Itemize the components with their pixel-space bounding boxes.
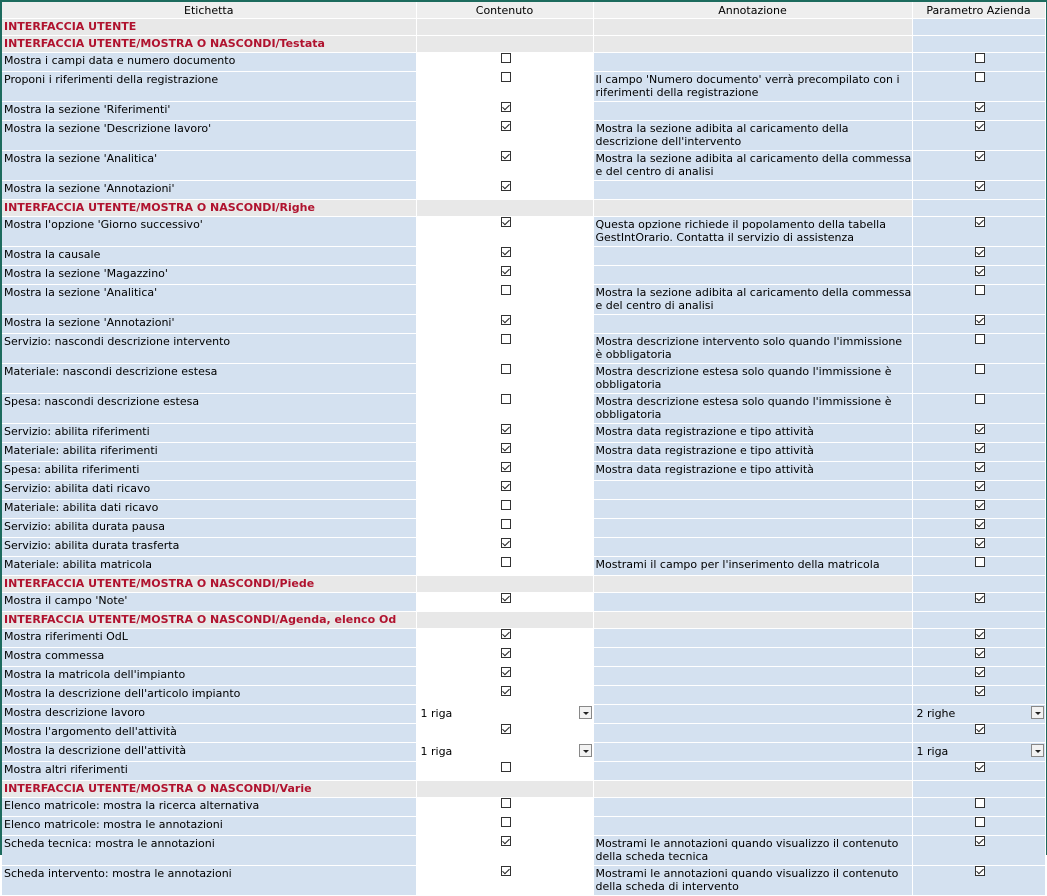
- setting-content-cell: [416, 334, 593, 364]
- checked-company-checkbox[interactable]: [975, 181, 985, 191]
- setting-label: Mostra la descrizione dell'articolo impianto: [2, 686, 416, 705]
- checked-company-checkbox[interactable]: [975, 481, 985, 491]
- setting-label: Materiale: abilita matricola: [2, 557, 416, 576]
- setting-label: Spesa: abilita riferimenti: [2, 462, 416, 481]
- setting-content-cell: [416, 743, 593, 762]
- setting-row: [2, 500, 1045, 519]
- checked-company-checkbox[interactable]: [975, 315, 985, 325]
- setting-label: Mostra la sezione 'Descrizione lavoro': [2, 121, 416, 151]
- setting-row: [2, 53, 1045, 72]
- setting-company-cell: [912, 217, 1045, 247]
- checked-content-checkbox[interactable]: [501, 266, 511, 276]
- setting-company-cell: [912, 315, 1045, 334]
- setting-row: [2, 705, 1045, 724]
- setting-content-cell: [416, 762, 593, 781]
- setting-row: [2, 462, 1045, 481]
- setting-annotation: [593, 500, 912, 519]
- setting-company-cell: [912, 181, 1045, 200]
- section-title: INTERFACCIA UTENTE/MOSTRA O NASCONDI/Testata: [2, 36, 416, 53]
- setting-content-cell: [416, 667, 593, 686]
- unchecked-content-checkbox[interactable]: [501, 519, 511, 529]
- checked-content-checkbox[interactable]: [501, 102, 511, 112]
- setting-content-cell: [416, 686, 593, 705]
- setting-content-cell: [416, 519, 593, 538]
- dropdown-arrow-icon[interactable]: [1031, 706, 1044, 719]
- setting-company-cell: [912, 364, 1045, 394]
- setting-row: [2, 285, 1045, 315]
- checked-content-checkbox[interactable]: [501, 866, 511, 876]
- setting-company-cell: [912, 121, 1045, 151]
- setting-annotation: Questa opzione richiede il popolamento della tabella GestIntOrario. Contatta il servizio di assistenza: [593, 217, 912, 247]
- checked-content-checkbox[interactable]: [501, 648, 511, 658]
- setting-label: Mostra la causale: [2, 247, 416, 266]
- company-select[interactable]: [915, 744, 1045, 759]
- unchecked-company-checkbox[interactable]: [975, 817, 985, 827]
- section-annotation-cell: [593, 612, 912, 629]
- setting-row: [2, 481, 1045, 500]
- section-annotation-cell: [593, 19, 912, 36]
- setting-label: Proponi i riferimenti della registrazione: [2, 72, 416, 102]
- company-select[interactable]: [915, 706, 1045, 721]
- setting-content-cell: [416, 315, 593, 334]
- setting-company-cell: [912, 481, 1045, 500]
- setting-row: [2, 102, 1045, 121]
- setting-row: [2, 247, 1045, 266]
- setting-label: Mostra l'argomento dell'attività: [2, 724, 416, 743]
- setting-annotation: [593, 181, 912, 200]
- section-title: INTERFACCIA UTENTE/MOSTRA O NASCONDI/Agenda, elenco Od: [2, 612, 416, 629]
- setting-row: [2, 817, 1045, 836]
- setting-annotation: Mostrami le annotazioni quando visualizzo il contenuto della scheda di intervento: [593, 866, 912, 896]
- unchecked-company-checkbox[interactable]: [975, 53, 985, 63]
- checked-company-checkbox[interactable]: [975, 667, 985, 677]
- setting-company-cell: [912, 462, 1045, 481]
- setting-company-cell: [912, 519, 1045, 538]
- checked-content-checkbox[interactable]: [501, 424, 511, 434]
- setting-row: [2, 648, 1045, 667]
- unchecked-company-checkbox[interactable]: [975, 364, 985, 374]
- setting-label: Mostra i campi data e numero documento: [2, 53, 416, 72]
- checked-company-checkbox[interactable]: [975, 121, 985, 131]
- settings-table: [2, 2, 1046, 896]
- dropdown-arrow-icon[interactable]: [579, 744, 592, 757]
- checked-company-checkbox[interactable]: [975, 836, 985, 846]
- content-select[interactable]: [419, 744, 593, 759]
- setting-company-cell: [912, 102, 1045, 121]
- setting-label: Servizio: abilita durata pausa: [2, 519, 416, 538]
- setting-annotation: [593, 667, 912, 686]
- setting-label: Mostra altri riferimenti: [2, 762, 416, 781]
- setting-row: [2, 266, 1045, 285]
- setting-annotation: Mostra la sezione adibita al caricamento della commessa e del centro di analisi: [593, 285, 912, 315]
- setting-content-cell: [416, 481, 593, 500]
- setting-row: [2, 743, 1045, 762]
- setting-label: Elenco matricole: mostra le annotazioni: [2, 817, 416, 836]
- setting-company-cell: [912, 424, 1045, 443]
- setting-label: Mostra il campo 'Note': [2, 593, 416, 612]
- setting-company-cell: [912, 866, 1045, 896]
- section-row: [2, 612, 1045, 629]
- setting-company-cell: [912, 266, 1045, 285]
- company-select-value: 1 riga: [916, 745, 949, 758]
- setting-label: Mostra la sezione 'Annotazioni': [2, 315, 416, 334]
- setting-label: Scheda intervento: mostra le annotazioni: [2, 866, 416, 896]
- dropdown-arrow-icon[interactable]: [1031, 744, 1044, 757]
- setting-content-cell: [416, 217, 593, 247]
- setting-row: [2, 686, 1045, 705]
- checked-content-checkbox[interactable]: [501, 481, 511, 491]
- header-annotazione[interactable]: Annotazione: [593, 2, 912, 19]
- setting-row: [2, 593, 1045, 612]
- section-row: [2, 200, 1045, 217]
- setting-annotation: [593, 817, 912, 836]
- setting-annotation: [593, 724, 912, 743]
- setting-annotation: [593, 538, 912, 557]
- unchecked-company-checkbox[interactable]: [975, 285, 985, 295]
- setting-content-cell: [416, 181, 593, 200]
- checked-company-checkbox[interactable]: [975, 866, 985, 876]
- setting-row: [2, 798, 1045, 817]
- checked-content-checkbox[interactable]: [501, 538, 511, 548]
- setting-annotation: [593, 315, 912, 334]
- setting-label: Mostra la sezione 'Analitica': [2, 285, 416, 315]
- setting-content-cell: [416, 866, 593, 896]
- setting-row: [2, 724, 1045, 743]
- setting-company-cell: [912, 557, 1045, 576]
- setting-company-cell: [912, 285, 1045, 315]
- checked-content-checkbox[interactable]: [501, 629, 511, 639]
- setting-label: Elenco matricole: mostra la ricerca alternativa: [2, 798, 416, 817]
- unchecked-company-checkbox[interactable]: [975, 334, 985, 344]
- setting-label: Servizio: nascondi descrizione intervento: [2, 334, 416, 364]
- setting-content-cell: [416, 266, 593, 285]
- setting-annotation: Mostra descrizione estesa solo quando l'immissione è obbligatoria: [593, 394, 912, 424]
- setting-label: Materiale: abilita dati ricavo: [2, 500, 416, 519]
- setting-company-cell: [912, 724, 1045, 743]
- checked-company-checkbox[interactable]: [975, 724, 985, 734]
- setting-row: [2, 151, 1045, 181]
- setting-content-cell: [416, 705, 593, 724]
- setting-content-cell: [416, 285, 593, 315]
- section-content-cell: [416, 200, 593, 217]
- checked-company-checkbox[interactable]: [975, 102, 985, 112]
- setting-row: [2, 443, 1045, 462]
- checked-company-checkbox[interactable]: [975, 443, 985, 453]
- setting-annotation: Mostrami le annotazioni quando visualizzo il contenuto della scheda tecnica: [593, 836, 912, 866]
- section-company-cell: [912, 19, 1045, 36]
- setting-row: [2, 538, 1045, 557]
- setting-label: Servizio: abilita riferimenti: [2, 424, 416, 443]
- unchecked-content-checkbox[interactable]: [501, 817, 511, 827]
- setting-company-cell: [912, 817, 1045, 836]
- setting-company-cell: [912, 394, 1045, 424]
- unchecked-content-checkbox[interactable]: [501, 762, 511, 772]
- setting-content-cell: [416, 648, 593, 667]
- setting-company-cell: [912, 629, 1045, 648]
- setting-row: [2, 334, 1045, 364]
- setting-company-cell: [912, 762, 1045, 781]
- setting-annotation: Mostra descrizione estesa solo quando l'immissione è obbligatoria: [593, 364, 912, 394]
- setting-annotation: [593, 686, 912, 705]
- setting-annotation: [593, 481, 912, 500]
- section-row: [2, 781, 1045, 798]
- setting-content-cell: [416, 53, 593, 72]
- section-title: INTERFACCIA UTENTE/MOSTRA O NASCONDI/Righe: [2, 200, 416, 217]
- unchecked-company-checkbox[interactable]: [975, 798, 985, 808]
- setting-label: Servizio: abilita dati ricavo: [2, 481, 416, 500]
- setting-label: Mostra l'opzione 'Giorno successivo': [2, 217, 416, 247]
- setting-annotation: [593, 247, 912, 266]
- setting-row: [2, 866, 1045, 896]
- checked-content-checkbox[interactable]: [501, 462, 511, 472]
- setting-company-cell: [912, 53, 1045, 72]
- setting-label: Scheda tecnica: mostra le annotazioni: [2, 836, 416, 866]
- setting-row: [2, 424, 1045, 443]
- setting-content-cell: [416, 72, 593, 102]
- section-company-cell: [912, 781, 1045, 798]
- setting-annotation: [593, 762, 912, 781]
- setting-content-cell: [416, 798, 593, 817]
- setting-label: Mostra la sezione 'Riferimenti': [2, 102, 416, 121]
- content-select[interactable]: [419, 706, 593, 721]
- setting-company-cell: [912, 705, 1045, 724]
- setting-company-cell: [912, 72, 1045, 102]
- setting-annotation: [593, 102, 912, 121]
- header-etichetta[interactable]: Etichetta: [2, 2, 416, 19]
- setting-content-cell: [416, 817, 593, 836]
- unchecked-company-checkbox[interactable]: [975, 557, 985, 567]
- setting-annotation: [593, 519, 912, 538]
- company-select-value: 2 righe: [916, 707, 956, 720]
- setting-company-cell: [912, 334, 1045, 364]
- setting-content-cell: [416, 500, 593, 519]
- setting-annotation: [593, 53, 912, 72]
- checked-content-checkbox[interactable]: [501, 686, 511, 696]
- section-company-cell: [912, 36, 1045, 53]
- checked-company-checkbox[interactable]: [975, 538, 985, 548]
- setting-label: Mostra la sezione 'Magazzino': [2, 266, 416, 285]
- checked-content-checkbox[interactable]: [501, 217, 511, 227]
- setting-label: Materiale: abilita riferimenti: [2, 443, 416, 462]
- unchecked-content-checkbox[interactable]: [501, 334, 511, 344]
- setting-company-cell: [912, 443, 1045, 462]
- section-content-cell: [416, 36, 593, 53]
- setting-company-cell: [912, 247, 1045, 266]
- checked-content-checkbox[interactable]: [501, 443, 511, 453]
- setting-annotation: Mostra descrizione intervento solo quando l'immissione è obbligatoria: [593, 334, 912, 364]
- setting-row: [2, 762, 1045, 781]
- checked-content-checkbox[interactable]: [501, 247, 511, 257]
- setting-content-cell: [416, 462, 593, 481]
- checked-company-checkbox[interactable]: [975, 500, 985, 510]
- setting-company-cell: [912, 648, 1045, 667]
- setting-content-cell: [416, 836, 593, 866]
- setting-company-cell: [912, 836, 1045, 866]
- section-content-cell: [416, 576, 593, 593]
- checked-company-checkbox[interactable]: [975, 519, 985, 529]
- content-select-value: 1 riga: [420, 745, 453, 758]
- checked-company-checkbox[interactable]: [975, 593, 985, 603]
- setting-company-cell: [912, 500, 1045, 519]
- section-row: [2, 36, 1045, 53]
- setting-content-cell: [416, 394, 593, 424]
- section-company-cell: [912, 612, 1045, 629]
- setting-row: [2, 364, 1045, 394]
- unchecked-content-checkbox[interactable]: [501, 72, 511, 82]
- checked-content-checkbox[interactable]: [501, 724, 511, 734]
- setting-label: Mostra la sezione 'Annotazioni': [2, 181, 416, 200]
- setting-content-cell: [416, 424, 593, 443]
- setting-row: [2, 519, 1045, 538]
- setting-row: [2, 629, 1045, 648]
- setting-row: [2, 217, 1045, 247]
- unchecked-content-checkbox[interactable]: [501, 394, 511, 404]
- setting-row: [2, 394, 1045, 424]
- checked-company-checkbox[interactable]: [975, 217, 985, 227]
- unchecked-company-checkbox[interactable]: [975, 72, 985, 82]
- setting-annotation: [593, 648, 912, 667]
- unchecked-content-checkbox[interactable]: [501, 557, 511, 567]
- setting-content-cell: [416, 151, 593, 181]
- section-annotation-cell: [593, 36, 912, 53]
- section-title: INTERFACCIA UTENTE: [2, 19, 416, 36]
- checked-content-checkbox[interactable]: [501, 151, 511, 161]
- setting-content-cell: [416, 629, 593, 648]
- section-row: [2, 576, 1045, 593]
- setting-content-cell: [416, 102, 593, 121]
- section-content-cell: [416, 19, 593, 36]
- setting-company-cell: [912, 798, 1045, 817]
- setting-annotation: [593, 266, 912, 285]
- setting-content-cell: [416, 724, 593, 743]
- section-content-cell: [416, 612, 593, 629]
- content-select-value: 1 riga: [420, 707, 453, 720]
- setting-label: Mostra descrizione lavoro: [2, 705, 416, 724]
- setting-row: [2, 315, 1045, 334]
- setting-row: [2, 121, 1045, 151]
- setting-annotation: [593, 743, 912, 762]
- setting-annotation: Mostra data registrazione e tipo attività: [593, 424, 912, 443]
- setting-label: Mostra la sezione 'Analitica': [2, 151, 416, 181]
- unchecked-company-checkbox[interactable]: [975, 394, 985, 404]
- header-row: [2, 2, 1045, 19]
- unchecked-content-checkbox[interactable]: [501, 364, 511, 374]
- setting-content-cell: [416, 557, 593, 576]
- checked-company-checkbox[interactable]: [975, 648, 985, 658]
- setting-content-cell: [416, 593, 593, 612]
- setting-content-cell: [416, 121, 593, 151]
- setting-annotation: Mostra data registrazione e tipo attività: [593, 443, 912, 462]
- unchecked-content-checkbox[interactable]: [501, 53, 511, 63]
- setting-company-cell: [912, 538, 1045, 557]
- checked-company-checkbox[interactable]: [975, 629, 985, 639]
- setting-content-cell: [416, 538, 593, 557]
- checked-company-checkbox[interactable]: [975, 424, 985, 434]
- section-row: [2, 19, 1045, 36]
- header-contenuto[interactable]: Contenuto: [416, 2, 593, 19]
- checked-content-checkbox[interactable]: [501, 836, 511, 846]
- checked-content-checkbox[interactable]: [501, 121, 511, 131]
- checked-company-checkbox[interactable]: [975, 762, 985, 772]
- setting-annotation: Il campo 'Numero documento' verrà precompilato con i riferimenti della registrazione: [593, 72, 912, 102]
- checked-content-checkbox[interactable]: [501, 181, 511, 191]
- section-company-cell: [912, 200, 1045, 217]
- setting-annotation: [593, 629, 912, 648]
- setting-annotation: [593, 798, 912, 817]
- checked-company-checkbox[interactable]: [975, 686, 985, 696]
- checked-company-checkbox[interactable]: [975, 266, 985, 276]
- checked-content-checkbox[interactable]: [501, 593, 511, 603]
- checked-company-checkbox[interactable]: [975, 151, 985, 161]
- setting-label: Mostra commessa: [2, 648, 416, 667]
- section-company-cell: [912, 576, 1045, 593]
- checked-company-checkbox[interactable]: [975, 247, 985, 257]
- setting-label: Spesa: nascondi descrizione estesa: [2, 394, 416, 424]
- setting-label: Mostra la descrizione dell'attività: [2, 743, 416, 762]
- unchecked-content-checkbox[interactable]: [501, 500, 511, 510]
- section-annotation-cell: [593, 781, 912, 798]
- checked-content-checkbox[interactable]: [501, 667, 511, 677]
- setting-row: [2, 72, 1045, 102]
- setting-company-cell: [912, 151, 1045, 181]
- setting-content-cell: [416, 364, 593, 394]
- section-annotation-cell: [593, 200, 912, 217]
- setting-company-cell: [912, 593, 1045, 612]
- setting-annotation: Mostra la sezione adibita al caricamento della descrizione dell'intervento: [593, 121, 912, 151]
- section-title: INTERFACCIA UTENTE/MOSTRA O NASCONDI/Varie: [2, 781, 416, 798]
- setting-label: Mostra la matricola dell'impianto: [2, 667, 416, 686]
- checked-content-checkbox[interactable]: [501, 315, 511, 325]
- setting-content-cell: [416, 247, 593, 266]
- setting-content-cell: [416, 443, 593, 462]
- setting-label: Mostra riferimenti OdL: [2, 629, 416, 648]
- section-content-cell: [416, 781, 593, 798]
- section-title: INTERFACCIA UTENTE/MOSTRA O NASCONDI/Piede: [2, 576, 416, 593]
- unchecked-content-checkbox[interactable]: [501, 285, 511, 295]
- unchecked-content-checkbox[interactable]: [501, 798, 511, 808]
- setting-row: [2, 667, 1045, 686]
- checked-company-checkbox[interactable]: [975, 462, 985, 472]
- setting-row: [2, 557, 1045, 576]
- setting-label: Servizio: abilita durata trasferta: [2, 538, 416, 557]
- setting-row: [2, 181, 1045, 200]
- setting-label: Materiale: nascondi descrizione estesa: [2, 364, 416, 394]
- setting-row: [2, 836, 1045, 866]
- setting-annotation: Mostrami il campo per l'inserimento della matricola: [593, 557, 912, 576]
- setting-annotation: Mostra la sezione adibita al caricamento della commessa e del centro di analisi: [593, 151, 912, 181]
- section-annotation-cell: [593, 576, 912, 593]
- setting-annotation: Mostra data registrazione e tipo attività: [593, 462, 912, 481]
- header-parametro-azienda[interactable]: Parametro Azienda: [912, 2, 1045, 19]
- dropdown-arrow-icon[interactable]: [579, 706, 592, 719]
- setting-annotation: [593, 593, 912, 612]
- setting-company-cell: [912, 667, 1045, 686]
- setting-company-cell: [912, 686, 1045, 705]
- setting-annotation: [593, 705, 912, 724]
- setting-company-cell: [912, 743, 1045, 762]
